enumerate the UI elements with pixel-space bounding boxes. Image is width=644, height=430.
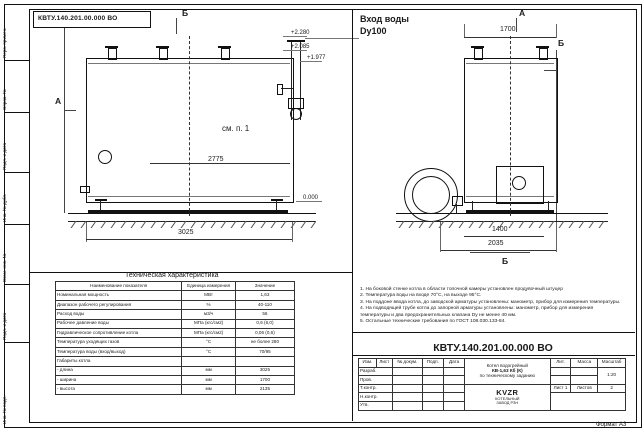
- note-item: 1. На боковой стенке котла в области топочной камеры установлен продувочный штуцер: [360, 287, 563, 292]
- spec-header-2: Значение: [235, 282, 294, 291]
- role-utv: Утв.: [359, 401, 393, 410]
- nozzle-side-1-flange: [471, 46, 484, 48]
- stamp-blank-wide: [550, 393, 625, 410]
- nozzle-front-3: [221, 48, 230, 60]
- title-block-table: [358, 358, 626, 411]
- nozzle-front-3-flange: [218, 46, 231, 48]
- stamp-h-data: Дата: [444, 359, 465, 368]
- stamp-blank: [444, 376, 465, 385]
- role-nkontr: Н.контр.: [359, 393, 393, 402]
- spec-cell: Рабочее давление воды: [56, 319, 182, 328]
- stamp-h-izm: Изм.: [359, 359, 377, 368]
- elev-leader-1: [300, 61, 322, 62]
- nozzle-front-2-flange: [156, 46, 169, 48]
- spec-cell: - длина: [56, 366, 182, 375]
- spec-cell: [235, 357, 294, 366]
- spec-cell: 0,6 (6,0): [235, 319, 294, 328]
- boiler-front-body: [86, 58, 294, 203]
- spec-cell: Температура уходящих газов: [56, 338, 182, 347]
- dim-side-2035: 2035: [488, 240, 504, 247]
- support-right-plate: [271, 199, 283, 201]
- stamp-h-scale: Масштаб: [598, 359, 626, 368]
- sheet-code-text: КВТУ.140.201.00.000 ВО: [38, 15, 118, 22]
- foundation-top: [68, 213, 316, 214]
- table-row: [56, 347, 295, 356]
- margin-cell-4: [4, 172, 29, 225]
- spec-title: Техническая характеристика: [125, 272, 219, 279]
- nozzle-side-2-flange: [536, 46, 549, 48]
- product-line-2: КВ-1,63 Кб (К): [491, 367, 523, 373]
- stamp-blank: [392, 384, 422, 393]
- sheets-label: Листов: [571, 384, 598, 393]
- product-line-3: по техническому заданию: [479, 372, 535, 378]
- stamp-blank: [392, 393, 422, 402]
- spec-cell: 1,63: [235, 291, 294, 300]
- dim-side-1700: 1700: [500, 26, 516, 33]
- dim-1400-line: [464, 236, 544, 237]
- table-row: [56, 338, 295, 347]
- role-tkontr: Т.контр.: [359, 384, 393, 393]
- spec-cell: - ширина: [56, 375, 182, 384]
- side-valve-body: [452, 196, 463, 206]
- dim-1700-ext-left: [464, 24, 465, 38]
- inlet-size: Dy100: [360, 26, 387, 36]
- inlet-branch-flange: [277, 84, 283, 95]
- spec-cell: Температура воды (вход/выход): [56, 347, 182, 356]
- spec-cell: Диапазон рабочего регулирования: [56, 300, 182, 309]
- section-line-a-top: [516, 18, 517, 32]
- section-mark-b-top: Б: [182, 8, 189, 18]
- elev-label-1: +1.977: [307, 55, 326, 61]
- sheets-value: 2: [598, 384, 626, 393]
- side-centerline: [510, 36, 511, 216]
- company-sub-2: ЗАВОД РЗН: [496, 400, 519, 406]
- table-row: [56, 291, 295, 300]
- table-row: [56, 319, 295, 328]
- product-line-1: Котел водогрейный: [486, 363, 528, 369]
- spec-cell: МПа (кгс/см2): [182, 328, 236, 337]
- margin-cell-7: [4, 342, 29, 426]
- dim-height-2775-line: [150, 163, 290, 164]
- dim-2035-ext-right: [556, 222, 557, 252]
- spec-cell: 56: [235, 310, 294, 319]
- dim-2035-line: [440, 250, 556, 251]
- format-label: Формат А3: [596, 422, 627, 428]
- elev-label-0: 0.000: [303, 195, 319, 201]
- view-divider: [352, 9, 353, 421]
- section-mark-b-right: Б: [558, 38, 565, 48]
- dim-1700-ext-right: [556, 24, 557, 38]
- inlet-leader-h: [305, 38, 359, 39]
- stamp-blank: [444, 384, 465, 393]
- section-line-a-left: [64, 28, 65, 213]
- spec-cell: °С: [182, 347, 236, 356]
- note-item: 5. Остальные технические требования по ГОСТ 108.030.133-84.: [360, 319, 506, 325]
- nozzle-front-1: [108, 48, 117, 60]
- stamp-h-list: Лист: [376, 359, 392, 368]
- main-code-text: КВТУ.140.201.00.000 ВО: [433, 342, 553, 354]
- spec-header-1: Единица измерения: [182, 282, 236, 291]
- margin-cell-1: [4, 4, 29, 61]
- section-mark-a-top: А: [519, 8, 526, 18]
- sheet-code-box: [33, 11, 151, 28]
- stamp-blank: [422, 384, 443, 393]
- margin-cell-3-label: Подп. и дата: [2, 142, 7, 170]
- stamp-h-lit: Лит.: [550, 359, 571, 368]
- stamp-blank: [571, 367, 598, 376]
- dim-3025-ext-right: [292, 222, 293, 242]
- margin-cell-6-label: Подп. и дата: [2, 312, 7, 340]
- margin-cell-1-label: Перв. примен.: [2, 27, 7, 58]
- margin-cell-5-label: Взам. инв. №: [2, 253, 7, 282]
- front-manhole-circle: [98, 150, 112, 164]
- elev-leader-2: [283, 50, 307, 51]
- spec-cell: - высота: [56, 385, 182, 394]
- see-note-label: см. п. 1: [222, 124, 250, 133]
- front-centerline: [189, 36, 190, 216]
- role-prov: Пров.: [359, 376, 393, 385]
- titleblock-main-code: [360, 338, 626, 356]
- foundation-hatch: [68, 221, 316, 228]
- titleblock-top-divider: [352, 332, 635, 333]
- section-mark-a-left: А: [55, 96, 62, 106]
- spec-cell: 2135: [235, 385, 294, 394]
- margin-cell-2: [4, 60, 29, 113]
- stamp-blank: [444, 401, 465, 410]
- stamp-blank: [444, 393, 465, 402]
- base-frame: [88, 210, 288, 213]
- elev-leader-0: [296, 201, 322, 202]
- stamp-blank: [392, 401, 422, 410]
- note-item: 2. Температура воды на входе 70°С, на выходе 95°С.: [360, 293, 482, 299]
- spec-cell: МВт: [182, 291, 236, 300]
- spec-cell: 70/95: [235, 347, 294, 356]
- table-row: [56, 385, 295, 394]
- stamp-h-mass: Масса: [571, 359, 598, 368]
- nozzle-front-2: [159, 48, 168, 60]
- stamp-header-row: [359, 359, 626, 368]
- side-valve-stem: [456, 204, 457, 213]
- stamp-blank: [550, 367, 571, 376]
- margin-cell-2-label: Справ. №: [2, 89, 7, 110]
- dim-3025-line: [86, 239, 292, 240]
- company-cell: [465, 384, 550, 410]
- section-line-b-bottom: [470, 252, 530, 253]
- elev-label-2: +2.085: [291, 44, 310, 50]
- front-left-nozzle: [80, 186, 90, 193]
- spec-cell: °С: [182, 338, 236, 347]
- margin-cell-7-label: Инв. № подл.: [2, 395, 7, 424]
- elev-label-3: +2.280: [291, 30, 310, 36]
- stamp-blank: [392, 367, 422, 376]
- product-name-cell: [465, 359, 550, 385]
- spec-cell: 40-110: [235, 300, 294, 309]
- margin-cell-5: [4, 224, 29, 285]
- section-line-b-top: [176, 18, 177, 34]
- note-item: 3. На поддоне ввода котла, до заводской арматуры установлены: манометр, прибор для измерения температуры.: [360, 299, 621, 305]
- spec-cell: [182, 357, 236, 366]
- table-row: [56, 366, 295, 375]
- spec-cell: не более 280: [235, 338, 294, 347]
- spec-header-0: Наименование показателя: [56, 282, 182, 291]
- stamp-blank: [422, 393, 443, 402]
- spec-cell: мм: [182, 366, 236, 375]
- margin-cell-4-label: Инв. № дубл.: [2, 193, 7, 222]
- role-razrab: Разраб.: [359, 367, 393, 376]
- dim-width-3025: 3025: [178, 229, 194, 236]
- table-row: [56, 328, 295, 337]
- spec-cell: %: [182, 300, 236, 309]
- spec-cell: мм: [182, 385, 236, 394]
- spec-cell: МПа (кгс/см2): [182, 319, 236, 328]
- elev-leader-3: [283, 36, 307, 37]
- inlet-handwheel: [290, 108, 302, 120]
- nozzle-side-2: [539, 48, 548, 60]
- stamp-blank: [422, 401, 443, 410]
- spec-cell: 3025: [235, 366, 294, 375]
- spec-cell: Габариты котла: [56, 357, 182, 366]
- technical-characteristics-table: [55, 281, 295, 395]
- dim-side-1400: 1400: [492, 226, 508, 233]
- spec-header-row: [56, 282, 295, 291]
- support-left-plate: [95, 199, 107, 201]
- spec-cell: Гидравлическое сопротивление котла: [56, 328, 182, 337]
- table-row: [56, 357, 295, 366]
- inlet-title: Вход воды: [360, 14, 409, 24]
- company-logo: KVZR: [496, 388, 519, 398]
- section-mark-b-bottom: Б: [502, 256, 509, 266]
- margin-cell-3: [4, 112, 29, 173]
- burner-circle: [512, 176, 526, 190]
- stamp-blank: [422, 376, 443, 385]
- section-arrow-a-left: [64, 110, 76, 111]
- stamp-h-doc: № докум.: [392, 359, 422, 368]
- dim-2035-ext-left: [440, 222, 441, 252]
- stamp-h-podp: Подп.: [422, 359, 443, 368]
- margin-cell-6: [4, 284, 29, 343]
- table-row: [56, 310, 295, 319]
- stamp-blank: [422, 367, 443, 376]
- stamp-blank: [392, 376, 422, 385]
- sheet-label: Лист 1: [550, 384, 571, 393]
- spec-cell: Расход воды: [56, 310, 182, 319]
- nozzle-side-1: [474, 48, 483, 60]
- flue-shell-inner: [412, 176, 450, 214]
- side-foundation-top: [396, 213, 608, 214]
- nozzle-front-1-flange: [105, 46, 118, 48]
- spec-cell: 0,06 (0,6): [235, 328, 294, 337]
- table-row: [56, 375, 295, 384]
- inlet-top-flange: [287, 40, 305, 42]
- spec-cell: 1700: [235, 375, 294, 384]
- stamp-blank: [571, 376, 598, 385]
- stamp-blank: [444, 367, 465, 376]
- titleblock-code-divider: [352, 355, 635, 356]
- spec-cell: мм: [182, 375, 236, 384]
- note-item: 4. На подводящей трубе котла до запорной арматуры установлены: манометр, прибор для измерения температуры и два предохранительных клапана Dy не менее 40 мм.: [360, 306, 594, 318]
- spec-cell: Номинальная мощность: [56, 291, 182, 300]
- scale-value: 1:20: [598, 367, 626, 384]
- stamp-blank: [550, 376, 571, 385]
- table-row: [359, 384, 626, 393]
- technical-requirements: [360, 287, 622, 326]
- spec-cell: м3/ч: [182, 310, 236, 319]
- dim-height-2775: 2775: [208, 156, 224, 163]
- table-row: [56, 300, 295, 309]
- company-sub-1: КОТЕЛЬНЫЙ: [495, 396, 520, 402]
